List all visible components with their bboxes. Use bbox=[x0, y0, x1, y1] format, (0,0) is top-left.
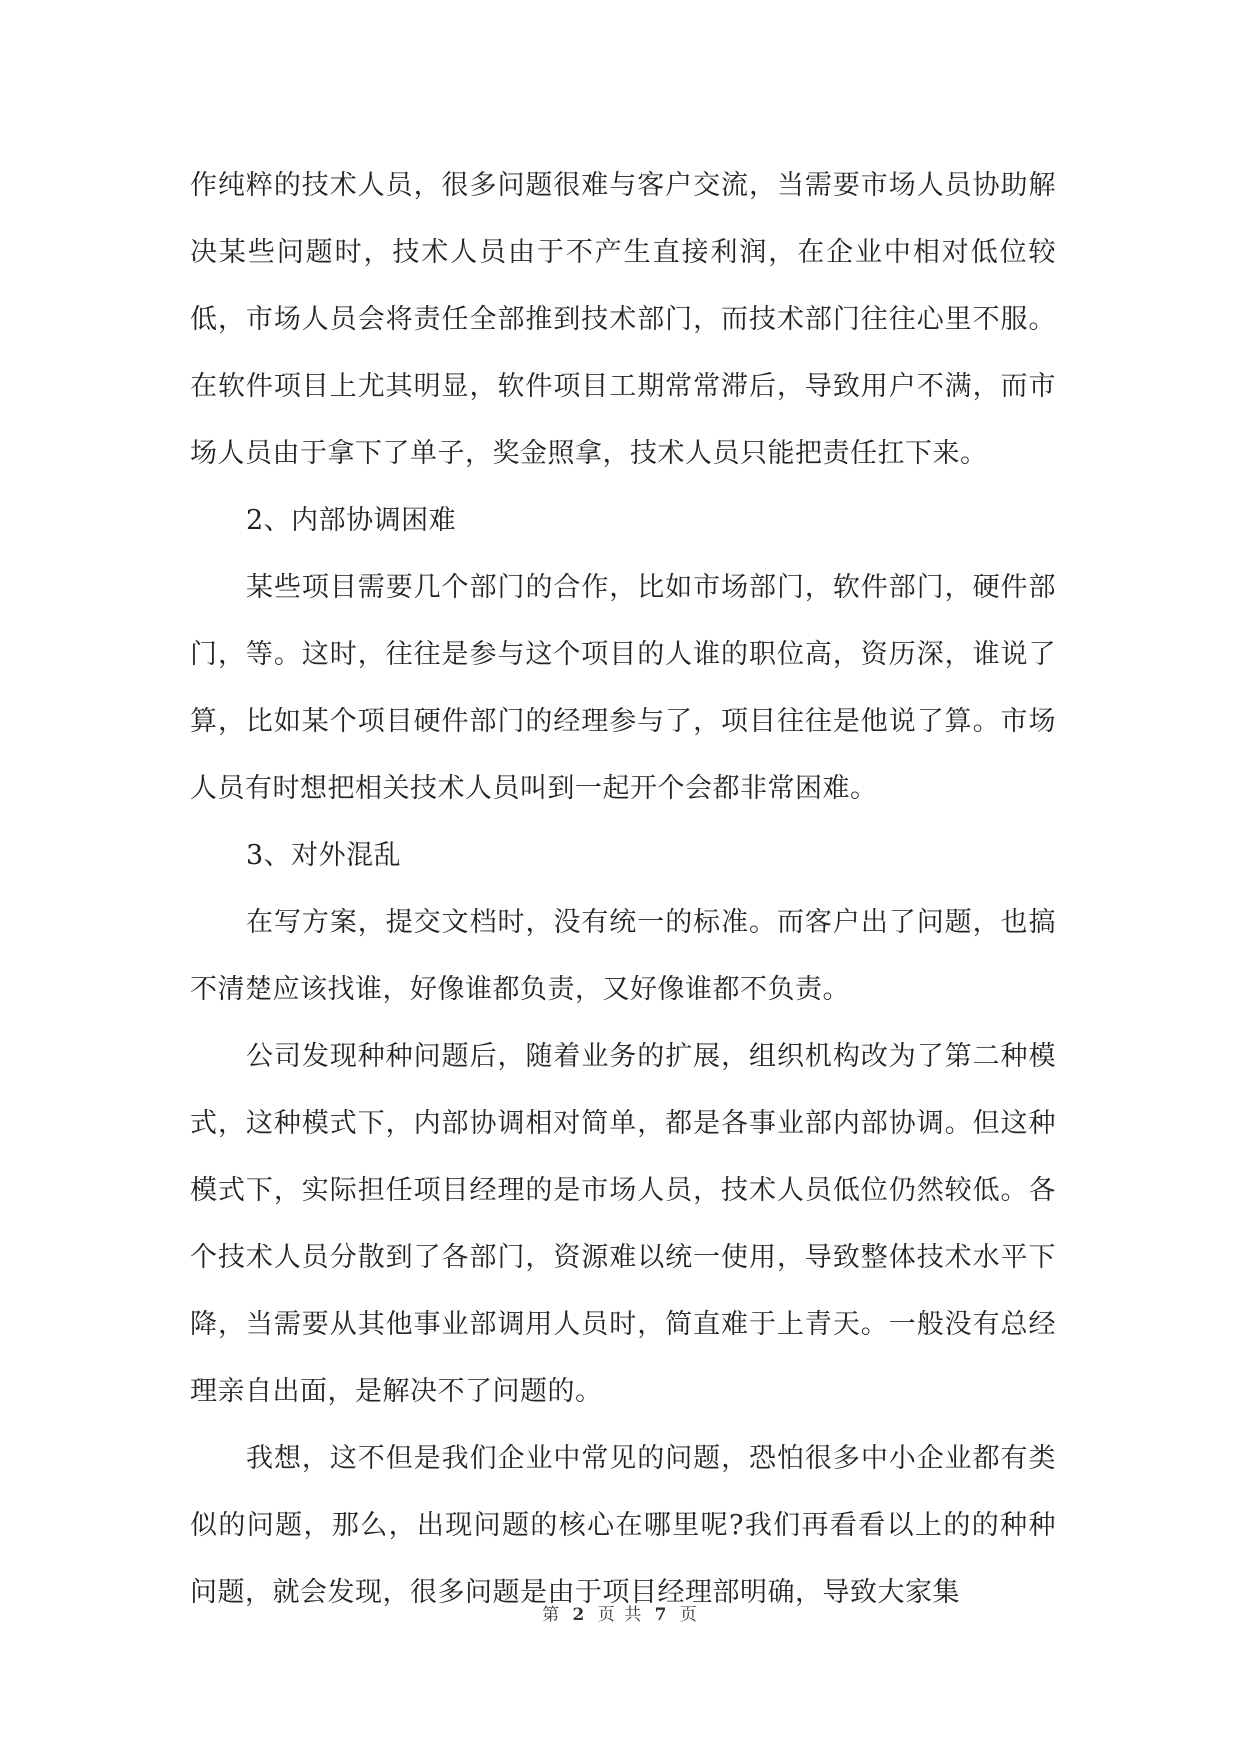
footer-page-number: 2 bbox=[572, 1605, 587, 1625]
footer-suffix: 页 bbox=[679, 1605, 699, 1625]
footer-middle: 页 共 bbox=[597, 1605, 644, 1625]
section-heading-internal-coordination: 2、内部协调困难 bbox=[246, 505, 457, 536]
paragraph-second-mode: 公司发现种种问题后，随着业务的扩展，组织机构改为了第二种模式，这种模式下，内部协调相对简单，都是各事业部内部协调。但这种模式下，实际担任项目经理的是市场人员，技术人员低位仍然较低。各个技术人员分散到了各部门，资源难以统一使用，导致整体技术水平下降，当需要从其他事业部调用人员时，简直难于上青天。一般没有总经理亲自出面，是解决不了问题的。 bbox=[190, 1041, 1056, 1407]
footer-total-pages: 7 bbox=[654, 1605, 669, 1625]
paragraph-continuation: 作纯粹的技术人员，很多问题很难与客户交流，当需要市场人员协助解决某些问题时，技术人员由于不产生直接利润，在企业中相对低位较低，市场人员会将责任全部推到技术部门，而技术部门往往心里不服。在软件项目上尤其明显，软件项目工期常常滞后，导致用户不满，而市场人员由于拿下了单子，奖金照拿，技术人员只能把责任扛下来。 bbox=[190, 170, 1056, 469]
page-footer bbox=[0, 1600, 1241, 1625]
document-body bbox=[190, 152, 1056, 1626]
paragraph-external-confusion: 在写方案，提交文档时，没有统一的标准。而客户出了问题，也搞不清楚应该找谁，好像谁都负责，又好像谁都不负责。 bbox=[190, 907, 1056, 1005]
paragraph-core-problem: 我想，这不但是我们企业中常见的问题，恐怕很多中小企业都有类似的问题，那么，出现问题的核心在哪里呢?我们再看看以上的的种种问题，就会发现，很多问题是由于项目经理部明确，导致大家集 bbox=[190, 1443, 1056, 1608]
paragraph-internal-coordination: 某些项目需要几个部门的合作，比如市场部门，软件部门，硬件部门，等。这时，往往是参与这个项目的人谁的职位高，资历深，谁说了算，比如某个项目硬件部门的经理参与了，项目往往是他说了算。市场人员有时想把相关技术人员叫到一起开个会都非常困难。 bbox=[190, 572, 1056, 804]
section-heading-external-confusion: 3、对外混乱 bbox=[246, 840, 402, 871]
footer-prefix: 第 bbox=[542, 1605, 562, 1625]
